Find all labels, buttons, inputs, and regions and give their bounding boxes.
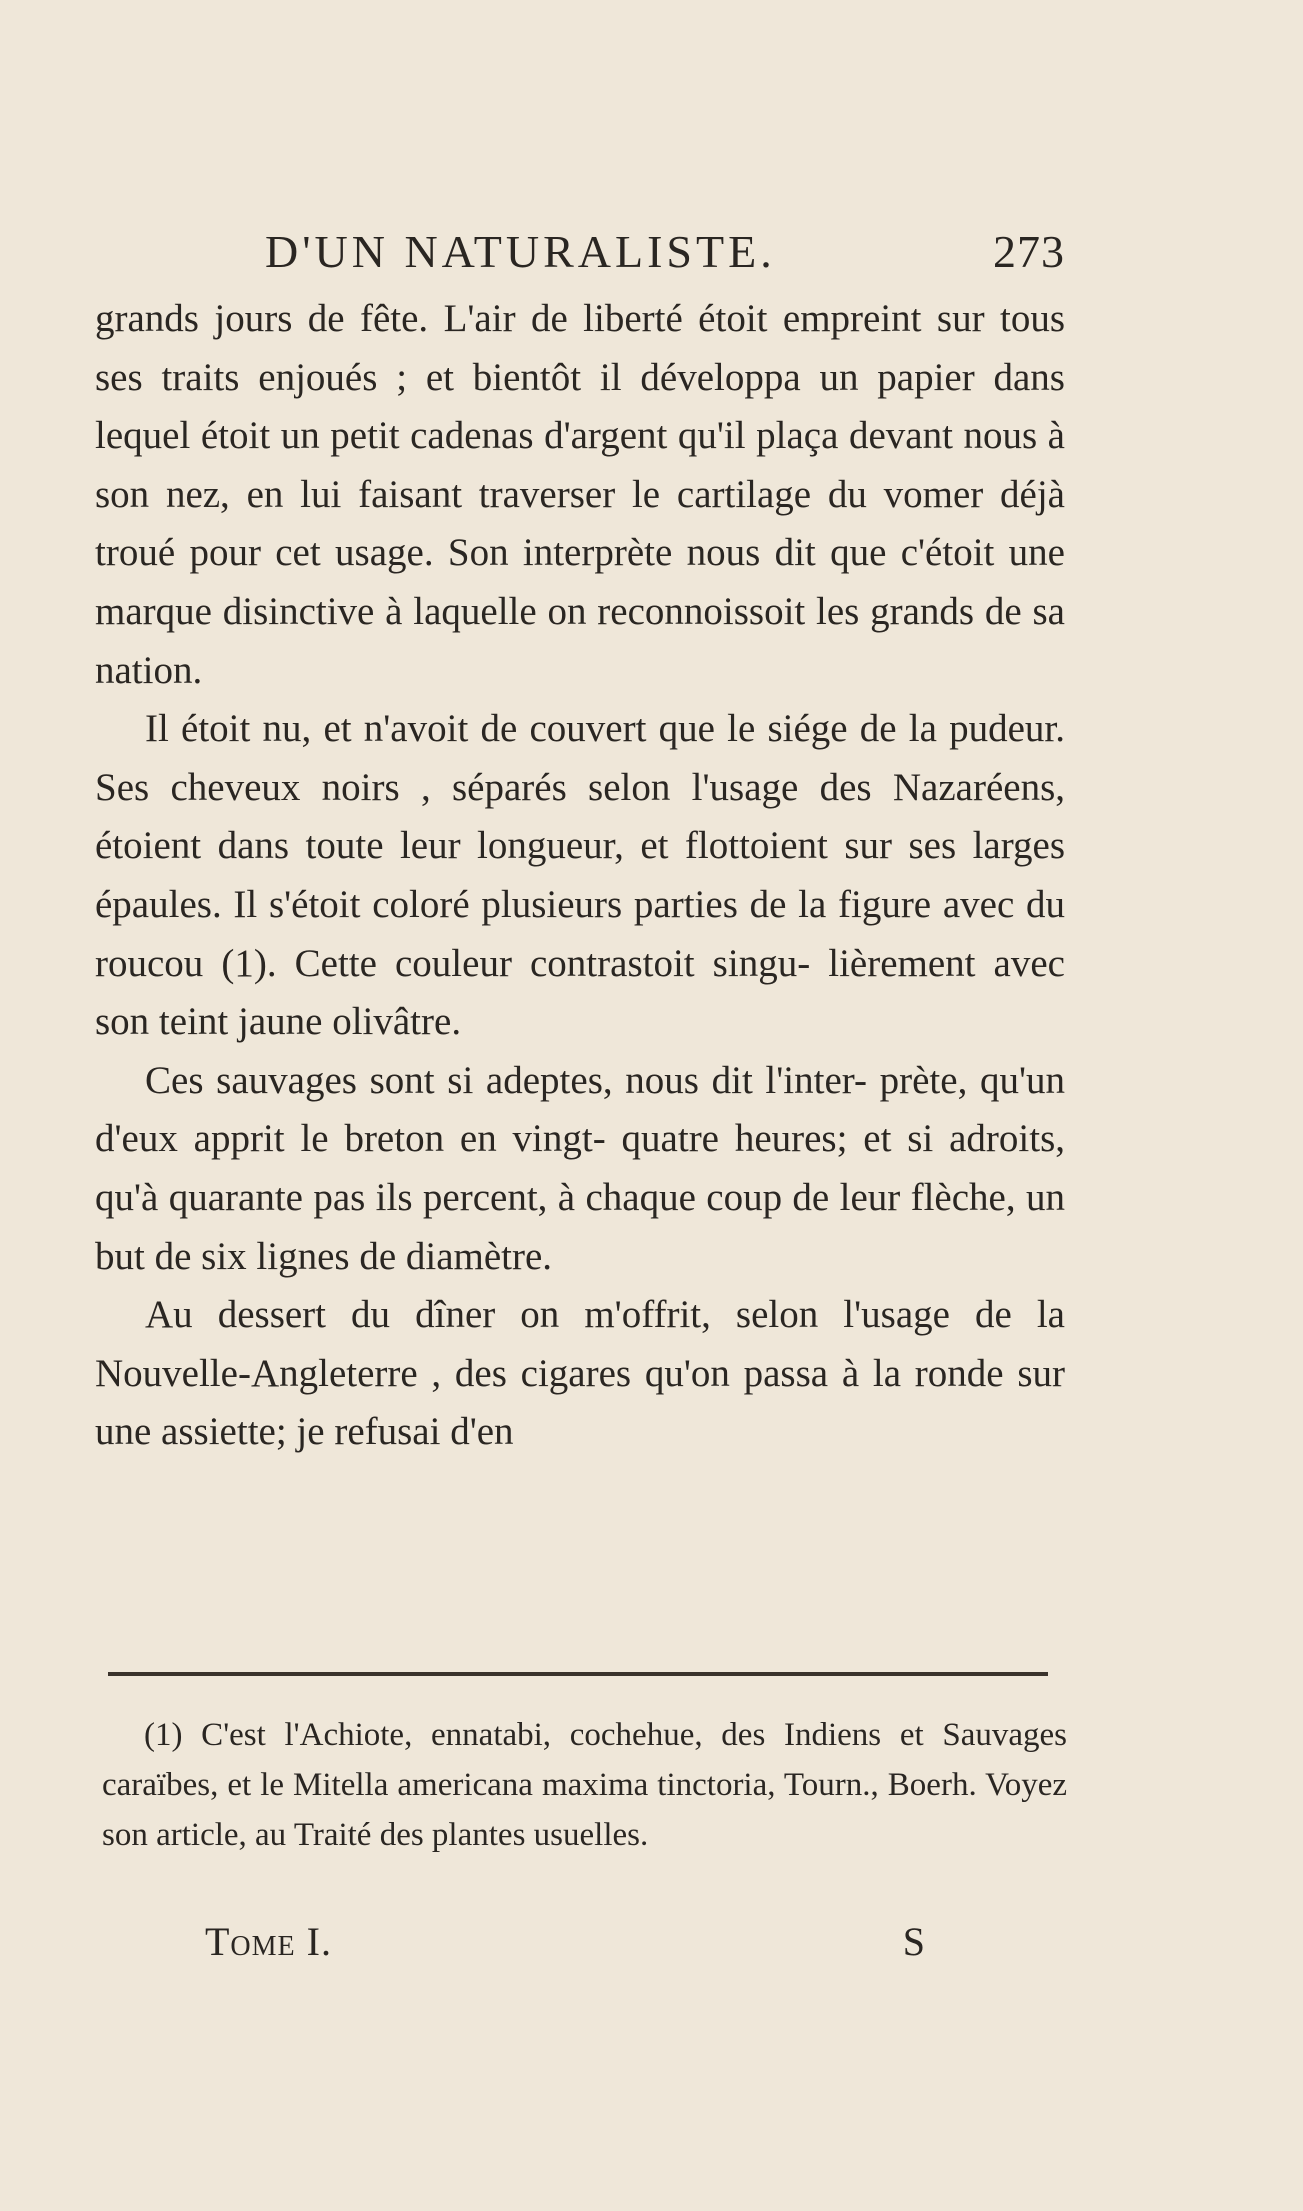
running-title: D'UN NATURALISTE. — [265, 226, 776, 277]
signature-mark: S — [902, 1919, 925, 1964]
footnote-text: (1) C'est l'Achiote, ennatabi, cochehue, des Indiens et Sauvages caraïbes, et le Mitella americana maxima tinctoria, Tourn., Boerh. Voyez son article, au Traité des plantes usuelles. — [102, 1717, 1067, 1853]
paragraph: Il étoit nu, et n'avoit de couvert que le siége de la pudeur. Ses cheveux noirs , séparés selon l'usage des Nazaréens, étoient dans toute leur longueur, et flottoient sur ses larges épaules. Il s'étoit coloré plusieurs parties de la figure avec du roucou (1). Cette couleur contrastoit singu- lièrement avec son teint jaune olivâtre. — [95, 707, 1065, 1044]
page-header — [265, 222, 1065, 282]
volume-label: Tome I. — [205, 1919, 332, 1964]
footnote-divider — [108, 1672, 1048, 1676]
paragraph: Ces sauvages sont si adeptes, nous dit l'inter- prète, qu'un d'eux apprit le breton en vingt- quatre heures; et si adroits, qu'à quarante pas ils percent, à chaque coup de leur flèche, un but de six lignes de diamètre. — [95, 1058, 1065, 1278]
body-text — [95, 290, 1065, 1462]
footnote — [102, 1710, 1067, 1860]
paragraph-continued: grands jours de fête. L'air de liberté étoit empreint sur tous ses traits enjoués ; et bientôt il développa un papier dans lequel étoit un petit cadenas d'argent qu'il plaça devant nous à son nez, en lui faisant traverser le cartilage du vomer déjà troué pour cet usage. Son interprète nous dit que c'étoit une marque disinctive à laquelle on reconnoissoit les grands de sa nation. — [95, 297, 1065, 692]
signature-line — [205, 1912, 925, 1972]
paragraph: Au dessert du dîner on m'offrit, selon l'usage de la Nouvelle-Angleterre , des cigares qu'on passa à la ronde sur une assiette; je refusai d'en — [95, 1293, 1065, 1454]
page-number: 273 — [993, 226, 1065, 277]
